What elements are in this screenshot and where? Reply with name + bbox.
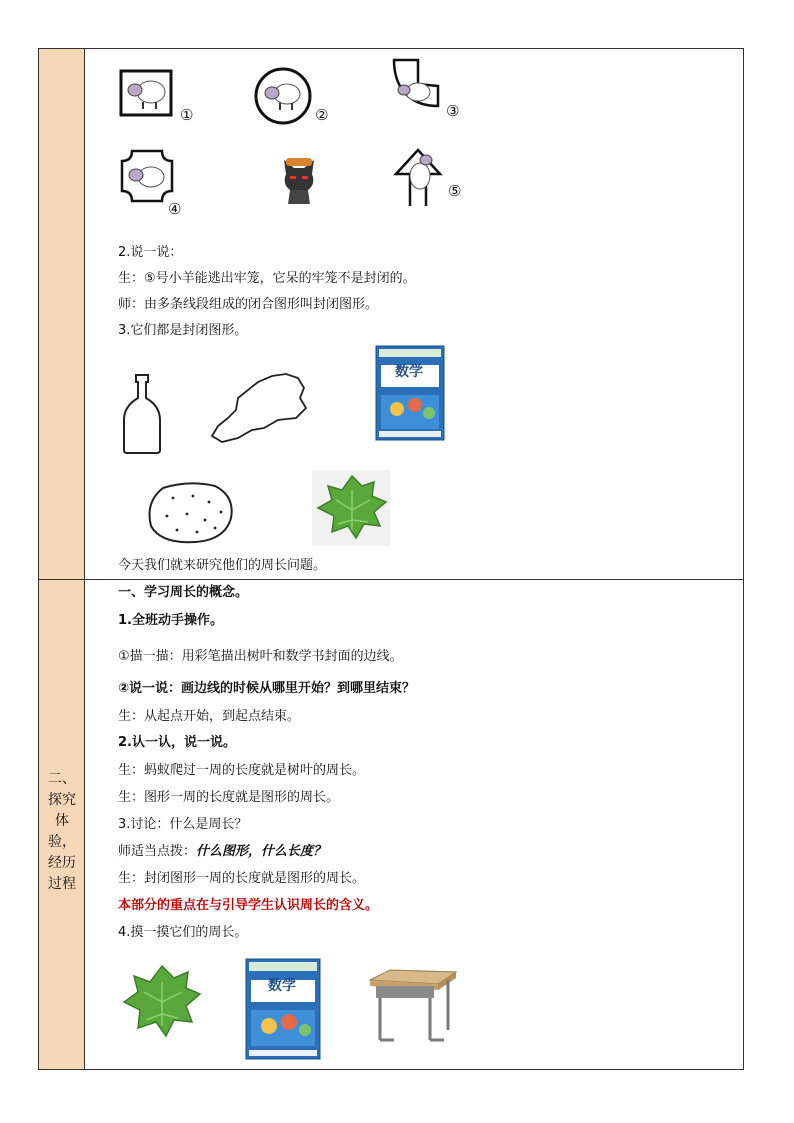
figure-number: ④ xyxy=(168,200,182,218)
closed-shapes-heading: 3.它们都是封闭图形。 xyxy=(118,323,248,338)
label-line: 体 xyxy=(55,813,69,829)
key-point-note: 本部分的重点在与引导学生认识周长的含义。 xyxy=(118,898,379,913)
row-divider xyxy=(39,579,743,580)
step-2: 2.认一认，说一说。 xyxy=(118,735,236,750)
figure-number: ② xyxy=(315,106,329,124)
leaf-image xyxy=(312,470,390,546)
teacher-hint-prefix: 师适当点拨： xyxy=(118,844,197,859)
desk-image xyxy=(366,966,460,1046)
student-answer: 生：⑤号小羊能逃出牢笼，它呆的牢笼不是封闭的。 xyxy=(118,271,416,286)
label-line: 过程 xyxy=(48,876,76,892)
teacher-hint xyxy=(118,843,326,861)
discussion-question: 3.讨论：什么是周长？ xyxy=(118,817,248,832)
math-book-cover xyxy=(245,958,321,1060)
student-answer: 生：封闭图形一周的长度就是图形的周长。 xyxy=(118,871,366,886)
closing-text: 今天我们就来研究他们的周长问题。 xyxy=(118,558,327,573)
potato-outline xyxy=(143,478,237,546)
bottle-outline xyxy=(120,372,164,456)
section-2-label xyxy=(39,769,85,895)
square-cage-sheep xyxy=(118,68,178,120)
say-heading: 2.说一说： xyxy=(118,245,183,260)
label-line: 验， xyxy=(48,834,76,850)
open-arrow-cage-sheep xyxy=(392,146,444,208)
figure-number: ③ xyxy=(446,102,460,120)
leaf-image xyxy=(120,962,202,1042)
label-line: 经历 xyxy=(48,855,76,871)
math-book-cover xyxy=(375,345,445,441)
teacher-hint-emphasis: 什么图形，什么长度？ xyxy=(196,844,327,859)
teacher-note: 师：由多条线段组成的闭合图形叫封闭图形。 xyxy=(118,297,379,312)
step-1: 1.全班动手操作。 xyxy=(118,613,223,628)
touch-instruction: 4.摸一摸它们的周长。 xyxy=(118,925,248,940)
round-cage-sheep xyxy=(252,66,314,126)
leaf-cage-sheep xyxy=(388,56,444,112)
cross-cage-sheep xyxy=(118,148,176,204)
map-outline xyxy=(208,368,310,448)
figure-number: ① xyxy=(180,106,194,124)
figure-number: ⑤ xyxy=(448,182,462,200)
book-title: 数学 xyxy=(268,978,296,994)
label-line: 二、 xyxy=(48,771,76,787)
section-heading: 一、学习周长的概念。 xyxy=(118,585,249,600)
student-answer: 生：从起点开始，到起点结束。 xyxy=(118,709,301,724)
student-answer: 生：图形一周的长度就是图形的周长。 xyxy=(118,790,340,805)
label-line: 探究 xyxy=(48,792,76,808)
trace-instruction: ①描一描：用彩笔描出树叶和数学书封面的边线。 xyxy=(118,649,403,664)
wolf-figure xyxy=(276,154,322,206)
student-answer: 生：蚂蚁爬过一周的长度就是树叶的周长。 xyxy=(118,763,366,778)
book-title: 数学 xyxy=(395,364,423,380)
say-instruction: ②说一说：画边线的时候从哪里开始？到哪里结束？ xyxy=(118,681,416,696)
section-label-column xyxy=(39,49,85,1069)
